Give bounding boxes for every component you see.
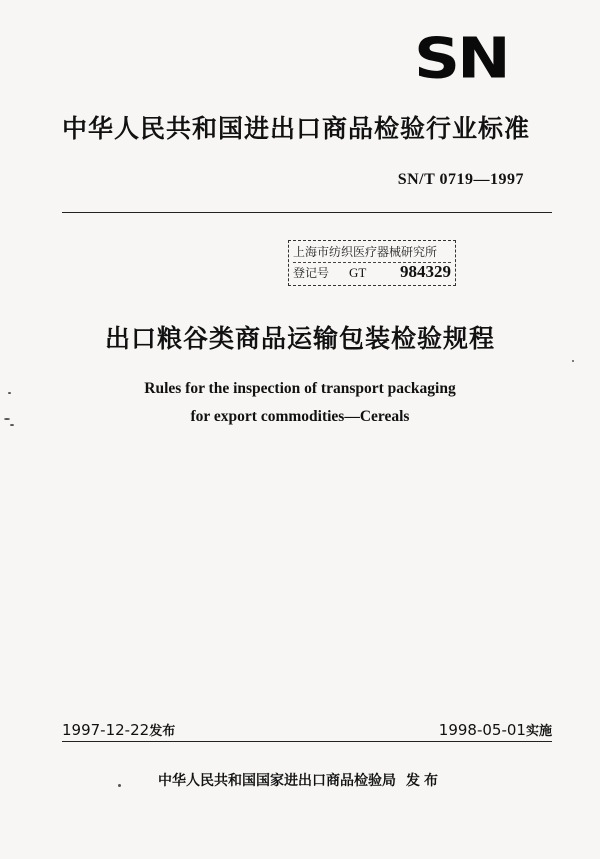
scan-speck (8, 392, 11, 394)
top-divider (62, 212, 552, 213)
bottom-divider (62, 741, 552, 742)
implementation-date-value: 1998-05-01 (438, 721, 526, 739)
standard-number: SN/T 0719—1997 (397, 171, 524, 188)
document-title-english-line2: for export commodities—Cereals (190, 408, 410, 425)
publisher-name: 中华人民共和国国家进出口商品检验局 (158, 773, 396, 789)
stamp-institution: 上海市纺织医疗器械研究所 (293, 242, 451, 263)
implementation-date-label: 实施 (525, 724, 552, 739)
issue-date (62, 720, 175, 742)
publisher-line (0, 771, 600, 791)
issue-date-label: 发布 (149, 724, 176, 739)
issuing-body-title: 中华人民共和国进出口商品检验行业标准 (62, 114, 531, 143)
sn-logo: SN (414, 26, 508, 92)
implementation-date (439, 720, 552, 742)
scan-speck (118, 784, 121, 787)
stamp-label: 登记号 (293, 266, 330, 280)
scan-speck (10, 424, 14, 426)
issue-date-value: 1997-12-22 (62, 721, 150, 739)
registration-stamp (288, 240, 456, 286)
scan-speck (4, 418, 10, 420)
scan-speck (572, 360, 574, 362)
document-title-english-line1: Rules for the inspection of transport packaging (144, 380, 456, 397)
publisher-suffix: 发布 (406, 773, 442, 789)
stamp-number: 984329 (400, 262, 451, 281)
stamp-code: GT (349, 265, 367, 280)
document-title-chinese: 出口粮谷类商品运输包装检验规程 (104, 324, 495, 353)
